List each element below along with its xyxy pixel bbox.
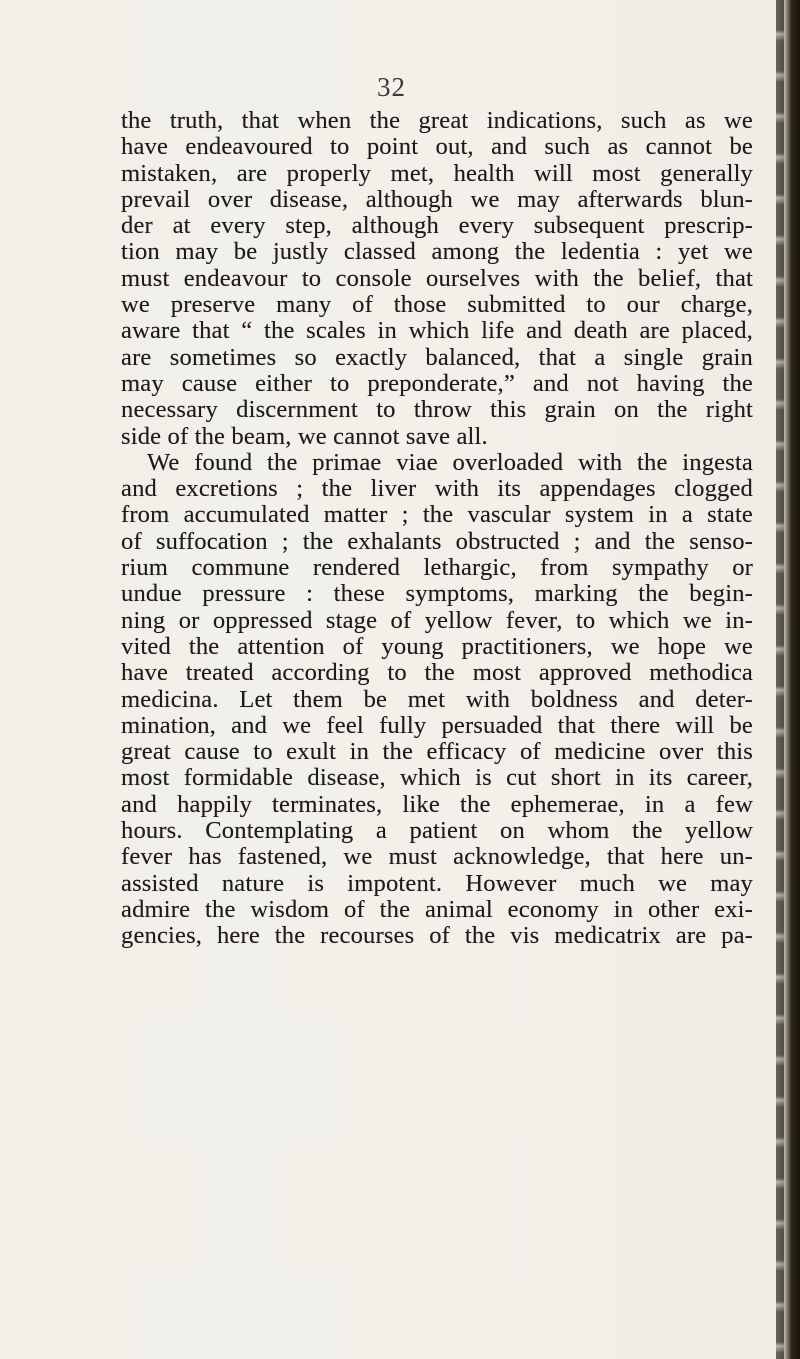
text-line: mination, and we feel fully persuaded that there will be [121, 711, 753, 739]
text-line: vited the attention of young practitioners, we hope we [121, 632, 753, 660]
text-line: and happily terminates, like the ephemerae, in a few [121, 790, 753, 818]
text-line: gencies, here the recourses of the vis medicatrix are pa- [121, 922, 753, 950]
book-binding-shadow [776, 0, 784, 1359]
text-line: from accumulated matter ; the vascular system in a state [121, 501, 753, 529]
page-number: 32 [377, 72, 406, 102]
text-line: ning or oppressed stage of yellow fever, to which we in- [121, 606, 753, 634]
text-line: tion may be justly classed among the ledentia : yet we [121, 238, 753, 266]
text-line: prevail over disease, although we may afterwards blun- [121, 185, 753, 213]
text-line: are sometimes so exactly balanced, that a single grain [121, 343, 753, 371]
body-text [121, 108, 753, 950]
text-line: rium commune rendered lethargic, from sympathy or [121, 554, 753, 582]
text-line: der at every step, although every subsequent prescrip- [121, 212, 753, 240]
text-line: hours. Contemplating a patient on whom the yellow [121, 817, 753, 845]
text-line: and excretions ; the liver with its appendages clogged [121, 475, 753, 503]
paragraph-start-line: We found the primae viae overloaded with the ingesta [147, 448, 753, 476]
text-line: may cause either to preponderate,” and not having the [121, 369, 753, 397]
text-line: side of the beam, we cannot save all. [121, 422, 488, 450]
text-line: great cause to exult in the efficacy of medicine over this [121, 738, 753, 766]
text-line: necessary discernment to throw this grain on the right [121, 396, 753, 424]
text-line: aware that “ the scales in which life and death are placed, [121, 317, 753, 345]
text-line: most formidable disease, which is cut short in its career, [121, 764, 753, 792]
text-line: we preserve many of those submitted to our charge, [121, 291, 753, 319]
text-line: medicina. Let them be met with boldness and deter- [121, 685, 753, 713]
text-line: mistaken, are properly met, health will most generally [121, 159, 753, 187]
text-line: fever has fastened, we must acknowledge, that here un- [121, 843, 753, 871]
text-line: must endeavour to console ourselves with the belief, that [121, 264, 753, 292]
text-line: assisted nature is impotent. However much we may [121, 869, 753, 897]
text-line: of suffocation ; the exhalants obstructed ; and the senso- [121, 527, 753, 555]
text-line: admire the wisdom of the animal economy in other exi- [121, 895, 753, 923]
text-line: have treated according to the most approved methodica [121, 659, 753, 687]
text-line: the truth, that when the great indications, such as we [121, 107, 753, 134]
text-line: undue pressure : these symptoms, marking the begin- [121, 580, 753, 608]
text-line: have endeavoured to point out, and such as cannot be [121, 133, 753, 161]
